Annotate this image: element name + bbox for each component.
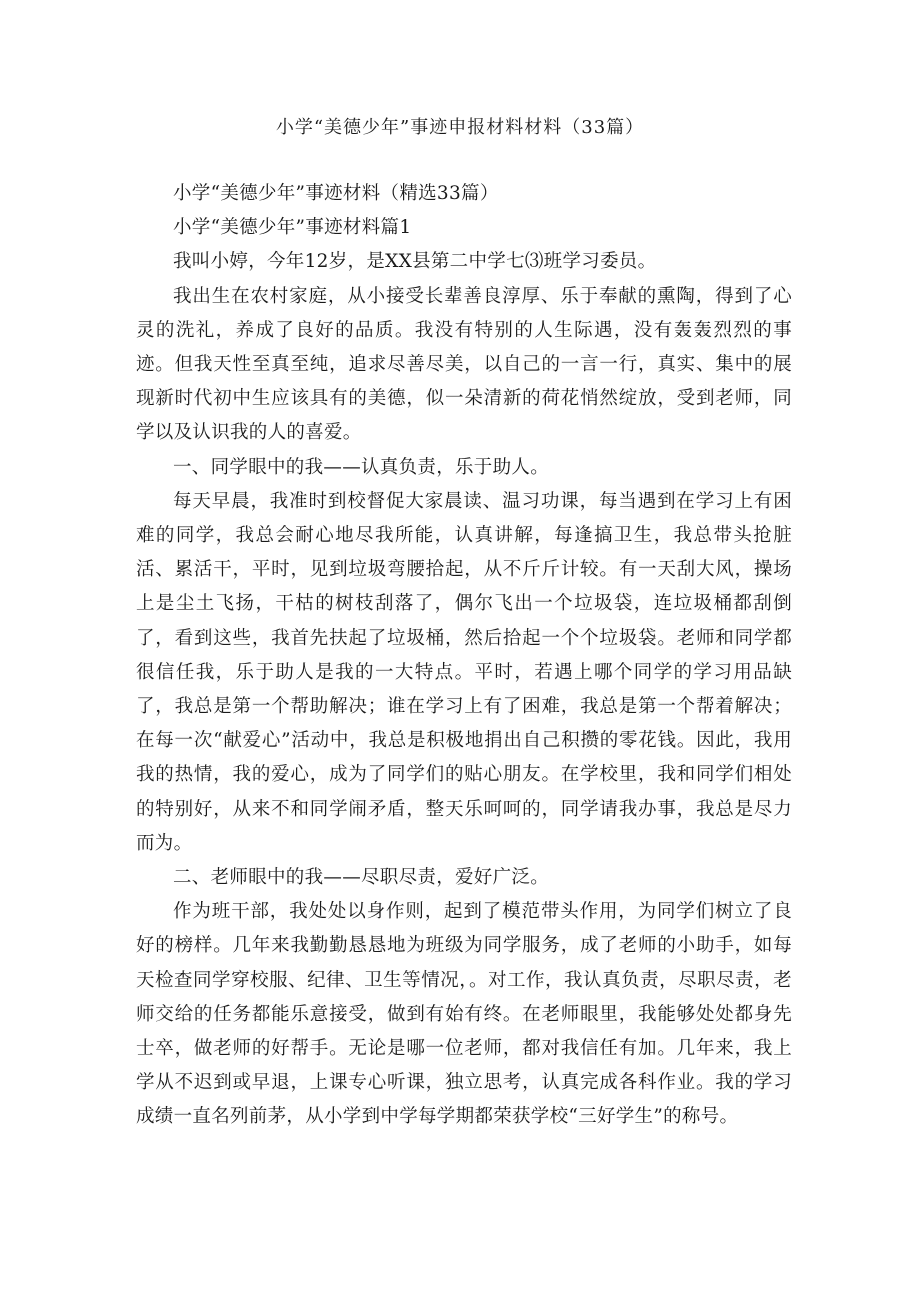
teachers-paragraph: 作为班干部，我处处以身作则，起到了模范带头作用，为同学们树立了良好的榜样。几年来我勤勤恳恳地为班级为同学服务，成了老师的小助手，如每天检查同学穿校服、纪律、卫生等情况，。对工作，我认真负责，尽职尽责，老师交给的任务都能乐意接受，做到有始有终。在老师眼里，我能够处处都身先士卒，做老师的好帮手。无论是哪一位老师，都对我信任有加。几年来，我上学从不迟到或早退，上课专心听课，独立思考，认真完成各科作业。我的学习成绩一直名列前茅，从小学到中学每学期都荣获学校“三好学生”的称号。	[136, 901, 792, 1128]
classmates-heading: 一、同学眼中的我——认真负责，乐于助人。	[173, 456, 550, 478]
classmates-paragraph: 每天早晨，我准时到校督促大家晨读、温习功课，每当遇到在学习上有困难的同学，我总会耐心地尽我所能，认真讲解，每逢搞卫生，我总带头抢脏活、累活干，平时，见到垃圾弯腰拾起，从不斤斤计较。有一天刮大风，操场上是尘土飞扬，干枯的树枝刮落了，偶尔飞出一个垃圾袋，连垃圾桶都刮倒了，看到这些，我首先扶起了垃圾桶，然后拾起一个个垃圾袋。老师和同学都很信任我，乐于助人是我的一大特点。平时，若遇上哪个同学的学习用品缺了，我总是第一个帮助解决；谁在学习上有了困难，我总是第一个帮着解决；在每一次“献爱心”活动中，我总是积极地捐出自己积攒的零花钱。因此，我用我的热情，我的爱心，成为了同学们的贴心朋友。在学校里，我和同学们相处的特别好，从来不和同学闹矛盾，整天乐呵呵的，同学请我办事，我总是尽力而为。	[136, 490, 792, 854]
intro-paragraph: 我叫小婷，今年12岁，是XX县第二中学七⑶班学习委员。	[173, 251, 657, 273]
teachers-heading: 二、老师眼中的我——尽职尽责，爱好广泛。	[173, 867, 550, 889]
document-title: 小学“美德少年”事迹申报材料材料（33篇）	[275, 117, 645, 138]
section-heading-paragraph: 小学“美德少年”事迹材料篇1	[173, 217, 412, 239]
subtitle-paragraph: 小学“美德少年”事迹材料（精选33篇）	[173, 183, 499, 204]
background-paragraph: 我出生在农村家庭，从小接受长辈善良淳厚、乐于奉献的熏陶，得到了心灵的洗礼，养成了良好的品质。我没有特别的人生际遇，没有轰轰烈烈的事迹。但我天性至真至纯，追求尽善尽美，以自己的一言一行，真实、集中的展现新时代初中生应该具有的美德，似一朵清新的荷花悄然绽放，受到老师，同学以及认识我的人的喜爱。	[136, 285, 792, 444]
document-body	[136, 177, 792, 1135]
